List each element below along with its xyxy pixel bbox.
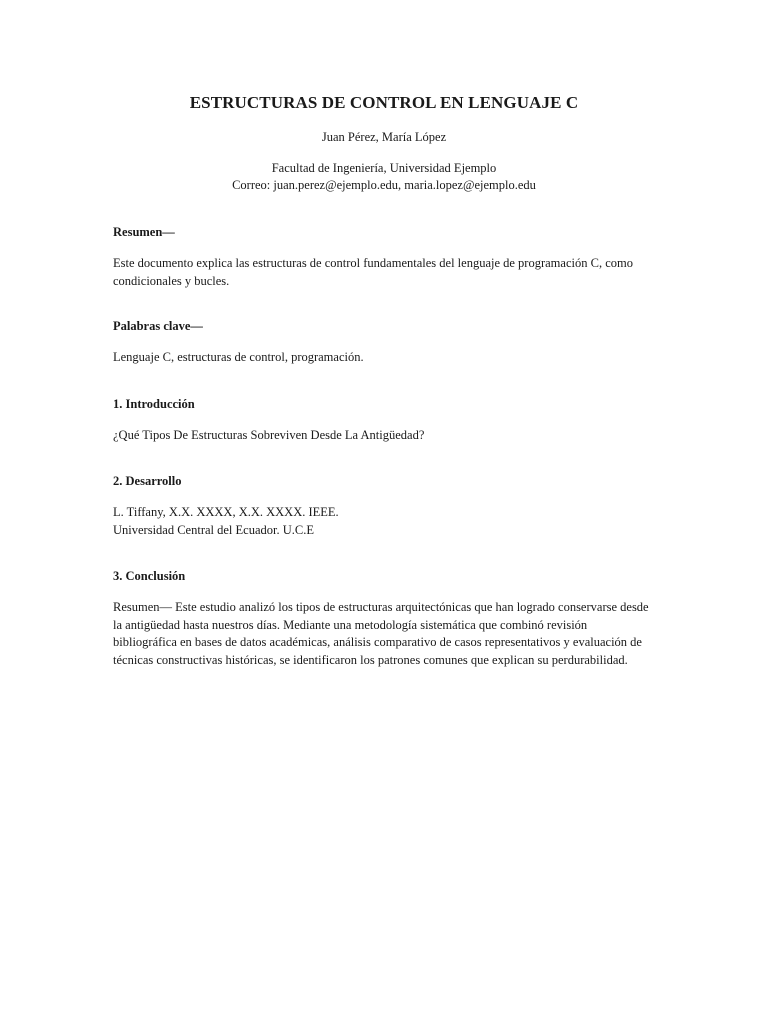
introduction-text [113, 427, 658, 445]
email-line: Correo: juan.perez@ejemplo.edu, maria.lopez@ejemplo.edu [232, 178, 536, 192]
conclusion-section [113, 568, 658, 669]
keywords-line: Lenguaje C, estructuras de control, programación. [113, 350, 364, 364]
conclusion-heading: 3. Conclusión [113, 569, 186, 583]
paper-title: ESTRUCTURAS DE CONTROL EN LENGUAJE C [189, 93, 579, 112]
development-line: Universidad Central del Ecuador. U.C.E [113, 522, 314, 537]
development-line: L. Tiffany, X.X. XXXX, X.X. XXXX. IEEE. [113, 505, 339, 519]
conclusion-line: Resumen— Este estudio analizó los tipos de estructuras arquitectónicas que han logrado conservarse desde [113, 600, 649, 614]
conclusion-line: bibliográfica en bases de datos académicas, análisis comparativo de casos representativos y evaluación de [113, 635, 642, 649]
author-list: Juan Pérez, María López [321, 130, 447, 144]
conclusion-line: técnicas constructivas históricas, se identificaron los patrones comunes que explican su perdurabilidad. [113, 652, 628, 667]
conclusion-line: la antigüedad hasta nuestros días. Mediante una metodología sistemática que combinó revisión [113, 617, 588, 632]
institution-line: Facultad de Ingeniería, Universidad Ejemplo [271, 161, 497, 175]
keywords-text [113, 349, 658, 367]
introduction-line: ¿Qué Tipos De Estructuras Sobreviven Desde La Antigüedad? [113, 428, 425, 442]
affiliation-block [0, 160, 768, 194]
keywords-section [113, 318, 658, 367]
abstract-heading: Resumen— [113, 225, 175, 239]
introduction-heading: 1. Introducción [113, 397, 195, 411]
introduction-section [113, 396, 658, 445]
abstract-line: condicionales y bucles. [113, 273, 230, 288]
conclusion-text [113, 599, 658, 669]
development-text [113, 504, 658, 539]
abstract-text [113, 255, 658, 290]
abstract-line: Este documento explica las estructuras de control fundamentales del lenguaje de programación C, como [113, 256, 633, 270]
development-heading: 2. Desarrollo [113, 474, 182, 488]
development-section [113, 473, 658, 539]
abstract-section [113, 224, 658, 290]
keywords-heading: Palabras clave— [113, 319, 203, 333]
